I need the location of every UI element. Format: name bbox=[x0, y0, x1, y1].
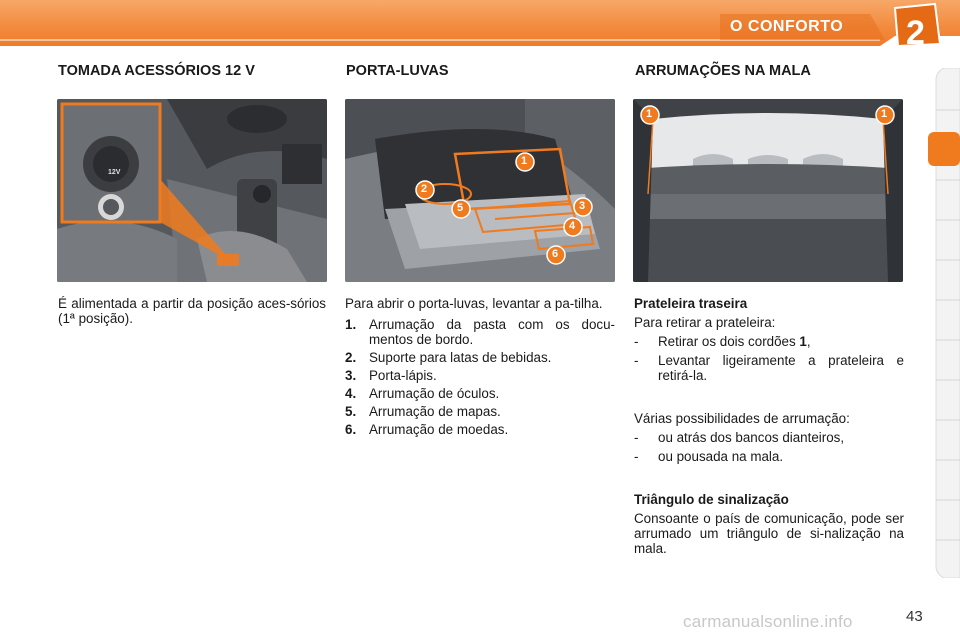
glovebox-callout-5: 5 bbox=[457, 202, 464, 214]
shelf-steps-list bbox=[634, 334, 904, 383]
options-list bbox=[634, 430, 904, 464]
glovebox-callout-1: 1 bbox=[521, 155, 528, 167]
list-item: 3. Porta-lápis. bbox=[345, 368, 437, 383]
socket-photo bbox=[57, 99, 327, 282]
trunk-text bbox=[634, 296, 904, 562]
triangle-body: Consoante o país de comunicação, pode ser arrumado um triângulo de si-nalização na mala. bbox=[634, 511, 904, 556]
socket-section-title: TOMADA ACESSÓRIOS 12 V bbox=[58, 63, 255, 79]
list-item: - ou pousada na mala. bbox=[634, 449, 784, 464]
list-item: - Retirar os dois cordões 1, bbox=[634, 334, 811, 349]
chapter-number: 2 bbox=[906, 14, 925, 46]
triangle-heading: Triângulo de sinalização bbox=[634, 492, 789, 507]
options-intro: Várias possibilidades de arrumação: bbox=[634, 411, 850, 426]
glovebox-items-list bbox=[345, 317, 615, 437]
shelf-heading: Prateleira traseira bbox=[634, 296, 748, 311]
shelf-intro: Para retirar a prateleira: bbox=[634, 315, 776, 330]
trunk-callout-left: 1 bbox=[646, 108, 653, 120]
list-item: 6. Arrumação de moedas. bbox=[345, 422, 509, 437]
socket-body: É alimentada a partir da posição aces-sórios (1ª posição). bbox=[58, 296, 326, 326]
watermark: carmanualsonline.info bbox=[683, 612, 853, 631]
socket-label: 12V bbox=[108, 169, 121, 176]
glovebox-callout-2: 2 bbox=[421, 183, 428, 195]
list-item: - Levantar ligeiramente a prateleira e retirá-la. bbox=[634, 353, 904, 383]
list-item: 2. Suporte para latas de bebidas. bbox=[345, 350, 552, 365]
cord-ref: 1 bbox=[799, 334, 807, 349]
glovebox-intro: Para abrir o porta-luvas, levantar a pa-tilha. bbox=[345, 296, 603, 311]
trunk-callout-right: 1 bbox=[881, 108, 888, 120]
trunk-section-title: ARRUMAÇÕES NA MALA bbox=[635, 63, 811, 79]
page-number: 43 bbox=[906, 608, 923, 625]
list-item: - ou atrás dos bancos dianteiros, bbox=[634, 430, 845, 445]
socket-text bbox=[58, 296, 326, 332]
glovebox-photo bbox=[345, 99, 615, 282]
chapter-side-tabs bbox=[926, 68, 960, 578]
chapter-title: O CONFORTO bbox=[730, 18, 844, 35]
glovebox-callout-4: 4 bbox=[569, 220, 576, 232]
list-item: 4. Arrumação de óculos. bbox=[345, 386, 500, 401]
chapter-banner bbox=[0, 0, 960, 46]
glovebox-section-title: PORTA-LUVAS bbox=[346, 63, 449, 79]
list-item: 5. Arrumação de mapas. bbox=[345, 404, 501, 419]
glovebox-callout-6: 6 bbox=[552, 248, 559, 260]
list-item: 1. Arrumação da pasta com os docu-mentos de bordo. bbox=[345, 317, 615, 347]
glovebox-text bbox=[345, 296, 615, 440]
trunk-photo bbox=[633, 99, 903, 282]
glovebox-callout-3: 3 bbox=[579, 200, 586, 212]
